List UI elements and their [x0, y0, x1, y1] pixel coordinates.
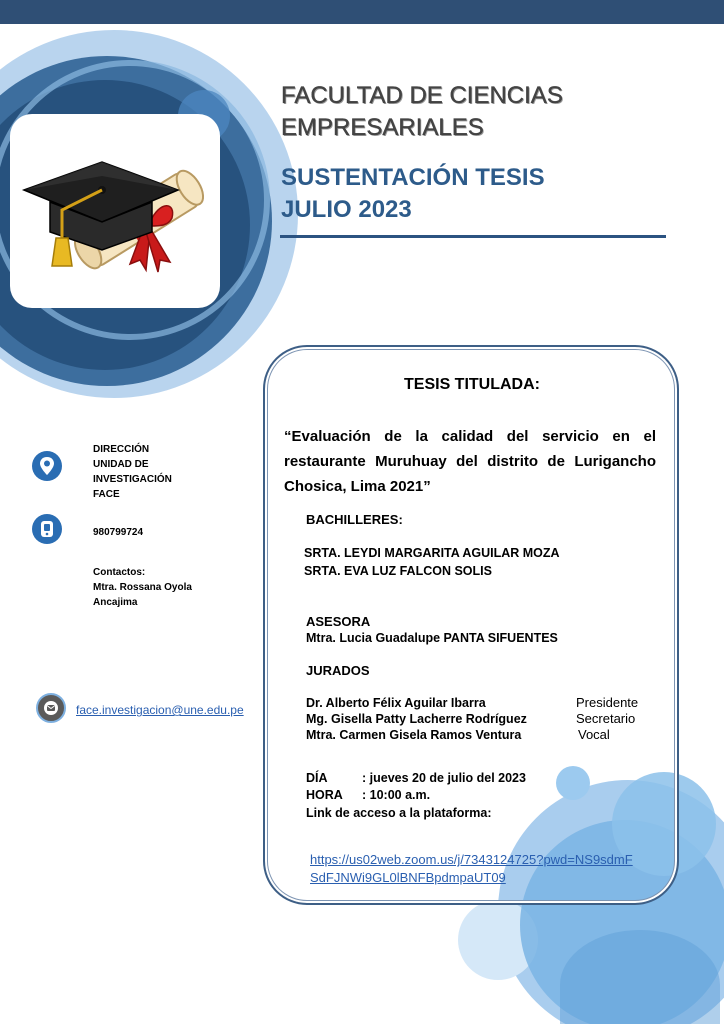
jury-name: Mg. Gisella Patty Lacherre Rodríguez	[306, 712, 527, 726]
phone-number: 980799724	[93, 527, 144, 538]
top-bar	[0, 0, 724, 24]
graduate-name: SRTA. EVA LUZ FALCON SOLIS	[304, 564, 492, 578]
thesis-title: “Evaluación de la calidad del servicio en el restaurante Muruhuay del distrito de Lurigancho Chosica, Lima 2021”	[284, 428, 656, 495]
graduate-name: SRTA. LEYDI MARGARITA AGUILAR MOZA	[304, 546, 560, 560]
thesis-heading: TESIS TITULADA:	[404, 376, 540, 393]
jury-name: Mtra. Carmen Gisela Ramos Ventura	[306, 728, 522, 742]
email-link[interactable]: face.investigacion@une.edu.pe	[76, 703, 244, 717]
access-label: Link de acceso a la plataforma:	[306, 806, 492, 820]
advisor-label: ASESORA	[306, 614, 371, 629]
graduates-label: BACHILLERES:	[306, 512, 403, 527]
faculty-title: FACULTAD DE CIENCIAS EMPRESARIALES	[281, 82, 563, 141]
event-title-line1: SUSTENTACIÓN TESIS	[281, 164, 545, 191]
jury-name: Dr. Alberto Félix Aguilar Ibarra	[306, 696, 486, 710]
day-label: DÍA	[306, 771, 328, 785]
event-title-line2: JULIO 2023	[281, 196, 412, 223]
contact-person-line: Ancajima	[93, 597, 138, 608]
jury-role: Secretario	[576, 711, 636, 726]
address-line: FACE	[93, 489, 120, 500]
day-value: : jueves 20 de julio del 2023	[362, 771, 526, 785]
address-line: INVESTIGACIÓN	[93, 474, 172, 485]
title-divider	[280, 235, 666, 238]
location-icon	[32, 451, 62, 481]
time-label: HORA	[306, 788, 343, 802]
jury-label: JURADOS	[306, 663, 370, 678]
jury-role: Presidente	[576, 695, 639, 710]
time-value: : 10:00 a.m.	[362, 788, 431, 802]
contact-person-line: Mtra. Rossana Oyola	[93, 582, 192, 593]
address-line: UNIDAD DE	[93, 459, 149, 470]
phone-icon	[32, 514, 62, 544]
address-block	[93, 442, 172, 502]
contact-person	[93, 580, 192, 610]
mail-icon	[36, 693, 66, 723]
zoom-link[interactable]: https://us02web.zoom.us/j/7343124725?pwd=NS9sdmFSdFJNWi9GL0lBNFBpdmpaUT09	[310, 852, 633, 885]
advisor-name: Mtra. Lucia Guadalupe PANTA SIFUENTES	[306, 631, 558, 645]
address-line: DIRECCIÓN	[93, 444, 150, 455]
jury-role: Vocal	[578, 727, 610, 742]
contacts-label: Contactos:	[93, 567, 146, 578]
graduation-card	[10, 114, 220, 308]
graduation-cap-icon	[10, 114, 220, 308]
event-title	[281, 162, 621, 226]
